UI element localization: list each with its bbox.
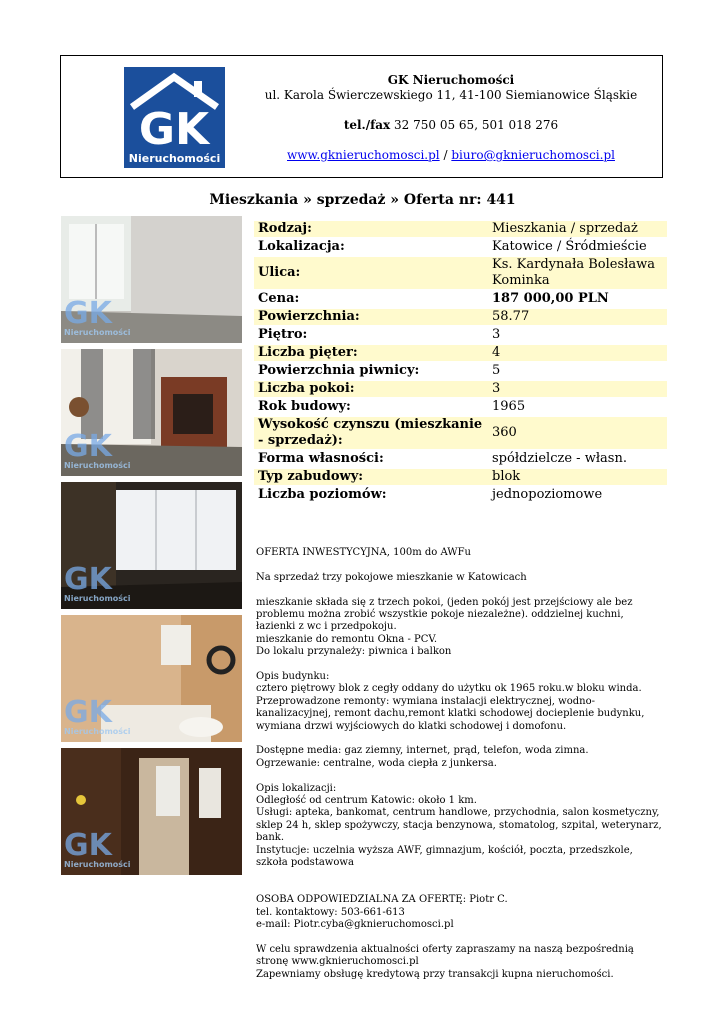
param-value: Mieszkania / sprzedaż [488, 221, 667, 237]
param-label: Rok budowy: [258, 399, 351, 414]
param-label: Piętro: [258, 327, 308, 342]
param-row [254, 417, 667, 449]
desc-headline: OFERTA INWESTYCYJNA, 100m do AWFu [256, 547, 471, 558]
photo-window[interactable] [61, 482, 242, 609]
param-value: 3 [492, 327, 501, 342]
param-row [254, 345, 667, 361]
tel-label: tel./fax [343, 118, 391, 132]
desc-renovation: mieszkanie do remontu Okna - PCV. [256, 633, 438, 645]
param-row [254, 399, 667, 415]
param-label: Rodzaj: [254, 221, 488, 237]
param-label: Powierzchnia piwnicy: [258, 363, 420, 378]
company-logo [124, 67, 225, 168]
desc-location-heading: Opis lokalizacji: [256, 782, 337, 794]
offer-title: Mieszkania » sprzedaż » Oferta nr: 441 [209, 192, 516, 208]
param-label: Cena: [258, 291, 300, 306]
photo-bathroom[interactable] [61, 615, 242, 742]
photo-watermark: GK Nieruchomości [64, 296, 131, 337]
param-label: Liczba pokoi: [254, 381, 488, 397]
param-value: Katowice / Śródmieście [492, 239, 647, 254]
photo-watermark: GK Nieruchomości [64, 562, 131, 603]
param-row [254, 469, 667, 485]
photo-watermark: GK Nieruchomości [64, 828, 131, 869]
photo-room[interactable] [61, 216, 242, 343]
desc-extras: Do lokalu przynależy: piwnica i balkon [256, 646, 452, 658]
desc-institutions: Instytucje: uczelnia wyższa AWF, gimnazjum, kościół, poczta, przedszkole, szkoła podstawowa [256, 844, 633, 869]
logo-letters: GK [138, 104, 210, 155]
param-row [254, 487, 667, 503]
desc-building: cztero piętrowy blok z cegły oddany do użytku ok 1965 roku.w bloku winda. [256, 683, 642, 695]
desc-services: Usługi: apteka, bankomat, centrum handlowe, przychodnia, salon kosmetyczny, sklep 24 h, sklep spożywczy, stacja benzynowa, stomatolog, szpital, weterynarz, bank. [256, 807, 662, 844]
param-value: blok [488, 469, 667, 485]
desc-distance: Odległość od centrum Katowic: około 1 km. [256, 795, 477, 807]
desc-intro: Na sprzedaż trzy pokojowe mieszkanie w Katowicach [256, 571, 527, 583]
company-phone [241, 118, 661, 133]
param-value: 1965 [492, 399, 526, 414]
param-label: Typ zabudowy: [254, 469, 488, 485]
desc-heating: Ogrzewanie: centralne, woda ciepła z junkersa. [256, 757, 497, 769]
param-row [254, 363, 667, 379]
photo-watermark: GK Nieruchomości [64, 429, 131, 470]
company-address: ul. Karola Świerczewskiego 11, 41-100 Siemianowice Śląskie [264, 88, 638, 102]
desc-building-heading: Opis budynku: [256, 671, 330, 683]
param-label: Powierzchnia: [254, 309, 488, 325]
desc-contact-person: OSOBA ODPOWIEDZIALNA ZA OFERTĘ: Piotr C. [256, 894, 508, 906]
param-value: 4 [488, 345, 667, 361]
param-value: jednopoziomowe [492, 487, 603, 502]
photo-gallery [61, 216, 242, 881]
param-label: Lokalizacja: [258, 239, 345, 254]
param-row [254, 381, 667, 397]
desc-contact-phone: tel. kontaktowy: 503-661-613 [256, 906, 405, 918]
desc-media: Dostępne media: gaz ziemny, internet, prąd, telefon, woda zimna. [256, 745, 589, 757]
offer-description [256, 547, 666, 981]
param-label: Wysokość czynszu (mieszkanie - sprzedaż): [254, 417, 488, 449]
desc-credit: Zapewniamy obsługę kredytową przy transakcji kupna nieruchomości. [256, 968, 614, 980]
email-link[interactable]: biuro@gknieruchomosci.pl [451, 148, 615, 162]
company-links [241, 148, 661, 163]
desc-verify: W celu sprawdzenia aktualności oferty zapraszamy na naszą bezpośrednią stronę www.gknieruchomosci.pl [256, 943, 634, 968]
desc-contact-email: e-mail: Piotr.cyba@gknieruchomosci.pl [256, 919, 454, 931]
param-value: 3 [488, 381, 667, 397]
param-label: Liczba pięter: [254, 345, 488, 361]
logo-word: Nieruchomości [128, 152, 221, 165]
param-row [254, 221, 667, 237]
param-label: Liczba poziomów: [258, 487, 387, 502]
agency-header [60, 55, 663, 178]
param-row [254, 327, 667, 343]
param-value: 58.77 [488, 309, 667, 325]
param-row [254, 291, 667, 307]
photo-watermark: GK Nieruchomości [64, 695, 131, 736]
website-link[interactable]: www.gknieruchomosci.pl [287, 148, 440, 162]
param-label: Forma własności: [258, 451, 384, 466]
param-value: spółdzielcze - własn. [492, 451, 627, 466]
param-row [254, 309, 667, 325]
param-label: Ulica: [254, 257, 488, 289]
param-value: 187 000,00 PLN [492, 291, 609, 306]
offer-parameters-table [254, 219, 667, 505]
company-name: GK Nieruchomości [387, 73, 515, 87]
param-row [254, 257, 667, 289]
desc-rooms: mieszkanie składa się z trzech pokoi, (jeden pokój jest przejściowy ale bez problemu można zrobić wszystkie pokoje niezależne). oddzielnej kuchni, łazienki z wc i przedpokoju. [256, 596, 633, 633]
desc-repairs: Przeprowadzone remonty: wymiana instalacji elektrycznej, wodno-kanalizacyjnej, remont dachu,remont klatki schodowej docieplenie budynku, wymiana drzwi wyjściowych do klatki schodowej i domofonu. [256, 695, 645, 732]
param-value: Ks. Kardynała Bolesława Kominka [488, 257, 667, 289]
link-separator: / [443, 148, 448, 162]
param-row [254, 451, 667, 467]
param-value: 5 [492, 363, 501, 378]
photo-hallway[interactable] [61, 748, 242, 875]
tel-value: 32 750 05 65, 501 018 276 [394, 118, 559, 132]
param-value: 360 [488, 417, 667, 449]
param-row [254, 239, 667, 255]
photo-fireplace[interactable] [61, 349, 242, 476]
